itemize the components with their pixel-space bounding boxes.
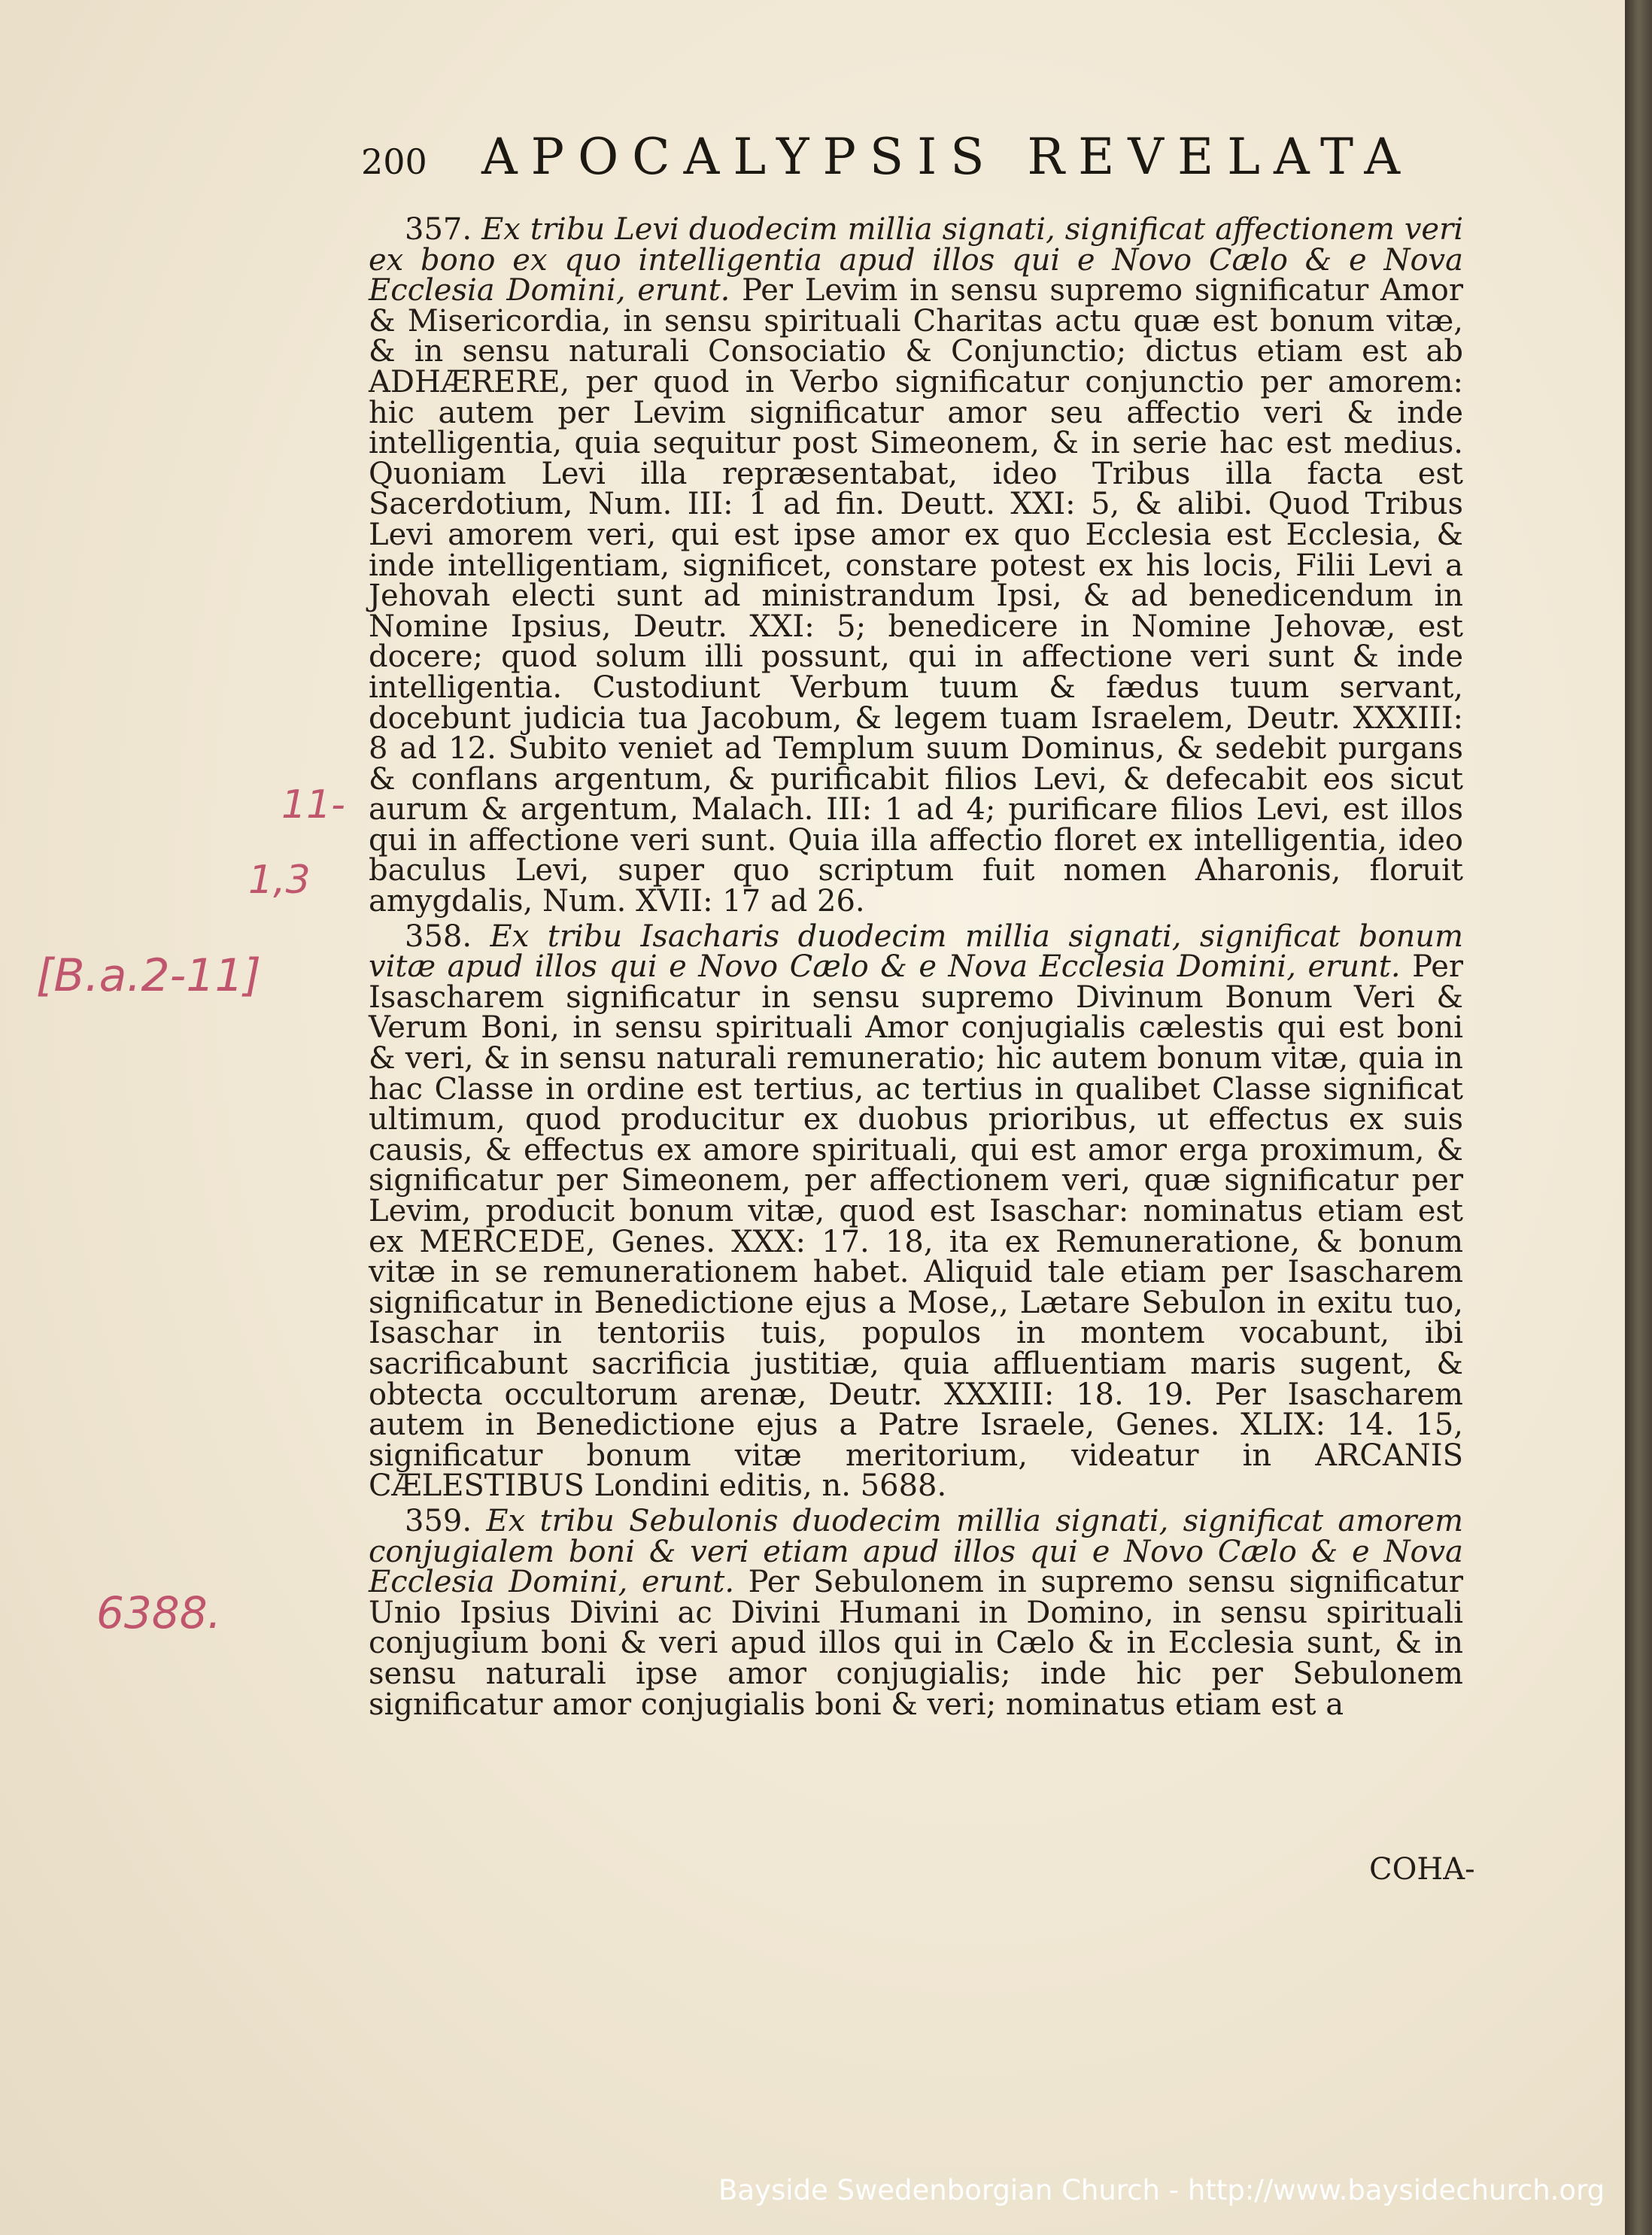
margin-note: 11- xyxy=(281,782,345,827)
margin-note: [B.a.2-11] xyxy=(36,949,262,1002)
margin-note: 6388. xyxy=(96,1587,222,1638)
paragraph-body: Per Levim in sensu supremo significatur Amor & Misericordia, in sensu spirituali Charitas actu quæ est bonum vitæ, & in sensu naturali Consociatio & Conjunctio; dictus etiam est ab ADHÆRERE, per quod in Verbo significatur conjunctio per amorem: hic autem per Levim significatur amor seu affectio veri & inde intelligentia, quia sequitur post Simeonem, & in serie hac est medius. Quoniam Levi illa repræsentabat, ideo Tribus illa facta est Sacerdotium, Num. III: 1 ad fin. Deutt. XXI: 5, & alibi. Quod Tribus Levi amorem veri, qui est ipse amor ex quo Ecclesia est Ecclesia, & inde intelligentiam, significet, constare potest ex his locis, Filii Levi a Jehovah electi sunt ad ministrandum Ipsi, & ad benedicendum in Nomine Ipsius, Deutr. XXI: 5; benedicere in Nomine Jehovæ, est docere; quod solum illi possunt, qui in affectione veri sunt & inde intelligentia. Custodiunt Verbum tuum & fædus tuum servant, docebunt judicia tua Jacobum, & legem tuam Israelem, Deutr. XXXIII: 8 ad 12. Subito veniet ad Templum suum Dominus, & sedebit purgans & conflans argentum, & purificabit filios Levi, & defecabit eos sicut aurum & argentum, Malach. III: 1 ad 4; purificare filios Levi, est illos qui in affectione veri sunt. Quia illa affectio floret ex intelligentia, ideo baculus Levi, super quo scriptum fuit nomen Aharonis, floruit amygdalis, Num. XVII: 17 ad 26. xyxy=(369,273,1463,919)
catchword: COHA- xyxy=(1369,1852,1475,1887)
running-head xyxy=(361,128,1444,211)
paragraph-body: Per Isascharem significatur in sensu supremo Divinum Bonum Veri & Verum Boni, in sensu spirituali Amor conjugialis cælestis qui est boni & veri, & in sensu naturali remuneratio; hic autem bonum vitæ, quia in hac Classe in ordine est tertius, ac tertius in qualibet Classe significat ultimum, quod producitur ex duobus prioribus, ut effectus ex suis causis, & effectus ex amore spirituali, qui est amor erga proximum, & significatur per Simeonem, per affectionem veri, quæ significatur per Levim, producit bonum vitæ, quod est Isaschar: nominatus etiam est ex MERCEDE, Genes. XXX: 17. 18, ita ex Remuneratione, & bonum vitæ in se remunerationem habet. Aliquid tale etiam per Isascharem significatur in Benedictione ejus a Mose,, Lætare Sebulon in exitu tuo, Isaschar in tentoriis tuis, populos in montem vocabunt, ibi sacrificabunt sacrificia justitiæ, quia affluentiam maris sugent, & obtecta occultorum arenæ, Deutr. XXXIII: 18. 19. Per Isascharem autem in Benedictione ejus a Patre Israele, Genes. XLIX: 14. 15, significatur bonum vitæ meritorium, videatur in ARCANIS CÆLESTIBUS Londini editis, n. 5688. xyxy=(369,949,1464,1504)
running-title: APOCALYPSIS REVELATA xyxy=(481,128,1414,186)
body-text xyxy=(369,214,1463,1724)
paragraph-lead: Ex tribu Sebulonis duodecim millia signati, significat amorem conjugialem boni & veri etiam apud illos qui e Novo Cælo & e Nova Ecclesia Domini, erunt. xyxy=(369,1503,1464,1600)
paragraph-number: 357. xyxy=(405,212,472,247)
page-number: 200 xyxy=(361,141,427,182)
paragraph-358 xyxy=(369,919,1464,1504)
margin-note: 1,3 xyxy=(248,858,311,903)
book-spine xyxy=(1625,0,1652,2235)
paragraph-357 xyxy=(369,214,1463,917)
watermark-credit: Bayside Swedenborgian Church - http://www.baysidechurch.org xyxy=(718,2174,1605,2206)
paragraph-lead: Ex tribu Levi duodecim millia signati, significat affectionem veri ex bono ex quo intelligentia apud illos qui e Novo Cælo & e Nova Ecclesia Domini, erunt. xyxy=(369,212,1464,308)
paragraph-lead: Ex tribu Isacharis duodecim millia signati, significat bonum vitæ apud illos qui e Novo Cælo & e Nova Ecclesia Domini, erunt. xyxy=(369,919,1464,985)
paragraph-number: 359. xyxy=(405,1503,472,1538)
paragraph-359 xyxy=(369,1503,1464,1722)
paragraph-body: Per Sebulonem in supremo sensu significatur Unio Ipsius Divini ac Divini Humani in Domino, in sensu spirituali conjugium boni & veri apud illos qui in Cælo & in Ecclesia sunt, & in sensu naturali ipse amor conjugialis; inde hic per Sebulonem significatur amor conjugialis boni & veri; nominatus etiam est a xyxy=(369,1565,1463,1722)
paragraph-number: 358. xyxy=(405,919,472,954)
